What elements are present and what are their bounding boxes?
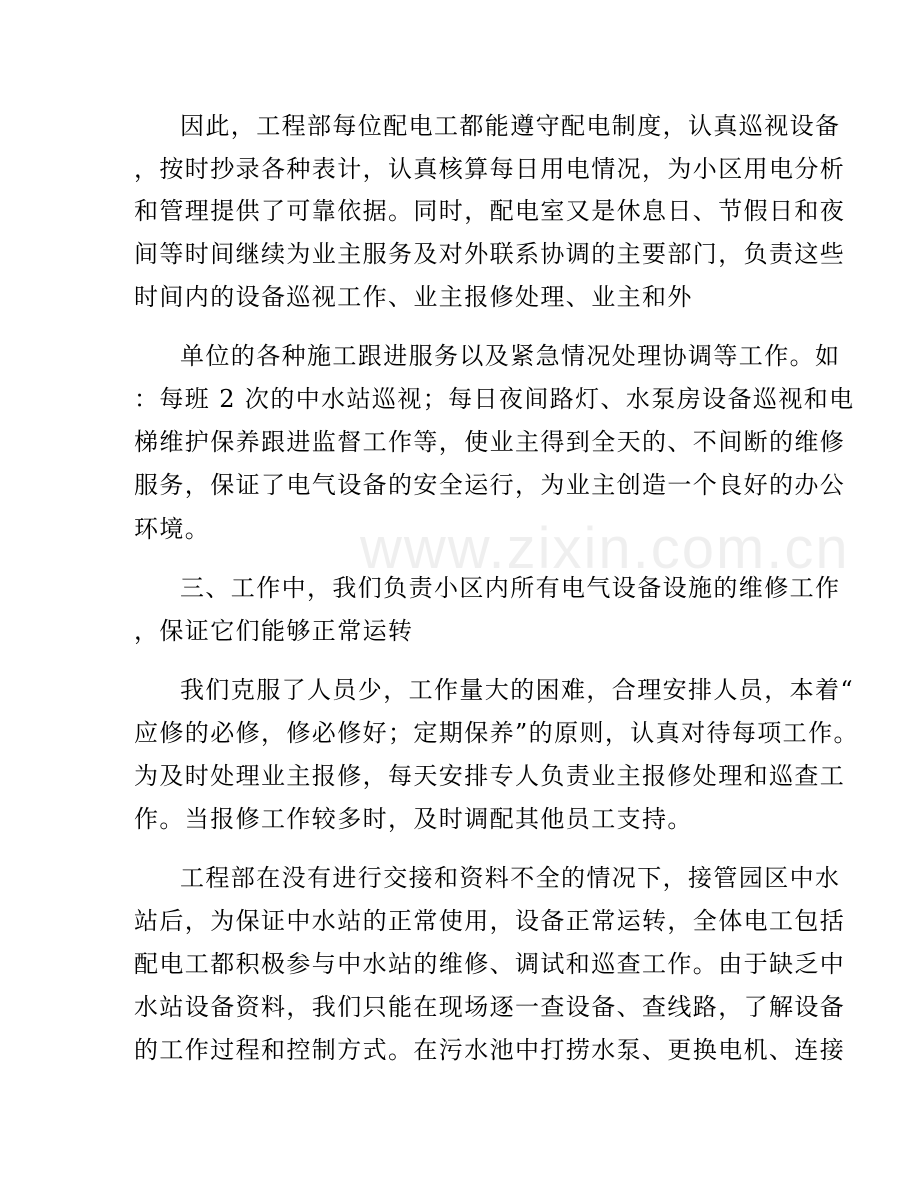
paragraph-4-line-1: 我们克服了人员少，工作量大的困难，合理安排人员，本着“ xyxy=(180,676,855,704)
paragraph-2-line-1: 单位的各种施工跟进服务以及紧急情况处理协调等工作。如 xyxy=(180,342,841,370)
paragraph-3-line-1: 三、工作中，我们负责小区内所有电气设备设施的维修工作 xyxy=(180,574,841,602)
paragraph-5-line-3: 配电工都积极参与中水站的维修、调试和巡查工作。由于缺乏中 xyxy=(134,950,846,978)
paragraph-4-line-4: 作。当报修工作较多时，及时调配其他员工支持。 xyxy=(134,805,693,833)
paragraph-1-line-5: 时间内的设备巡视工作、业主报修处理、业主和外 xyxy=(134,283,693,311)
paragraph-1-line-4: 间等时间继续为业主服务及对外联系协调的主要部门，负责这些 xyxy=(134,240,846,268)
paragraph-4-line-2: 应修的必修，修必修好；定期保养”的原则，认真对待每项工作。 xyxy=(134,719,859,747)
paragraph-5-line-1: 工程部在没有进行交接和资料不全的情况下，接管园区中水 xyxy=(180,864,841,892)
paragraph-2-line-2: ：每班 2 次的中水站巡视；每日夜间路灯、水泵房设备巡视和电 xyxy=(134,385,855,413)
paragraph-2-line-3: 梯维护保养跟进监督工作等，使业主得到全天的、不间断的维修 xyxy=(134,428,846,456)
paragraph-1-line-1: 因此，工程部每位配电工都能遵守配电制度，认真巡视设备 xyxy=(180,112,841,140)
paragraph-5-line-2: 站后，为保证中水站的正常使用，设备正常运转，全体电工包括 xyxy=(134,907,846,935)
paragraph-2-line-5: 环境。 xyxy=(134,515,211,543)
watermark: www.zixin.com.cn xyxy=(360,516,850,581)
paragraph-1-line-2: ，按时抄录各种表计，认真核算每日用电情况，为小区用电分析 xyxy=(134,155,846,183)
paragraph-4-line-3: 为及时处理业主报修，每天安排专人负责业主报修处理和巡查工 xyxy=(134,762,846,790)
paragraph-5-line-5: 的工作过程和控制方式。在污水池中打捞水泵、更换电机、连接 xyxy=(134,1036,846,1064)
paragraph-5-line-4: 水站设备资料，我们只能在现场逐一查设备、查线路，了解设备 xyxy=(134,993,846,1021)
paragraph-2-line-4: 服务，保证了电气设备的安全运行，为业主创造一个良好的办公 xyxy=(134,471,846,499)
paragraph-1-line-3: 和管理提供了可靠依据。同时，配电室又是休息日、节假日和夜 xyxy=(134,197,846,225)
paragraph-3-line-2: ，保证它们能够正常运转 xyxy=(134,617,414,645)
